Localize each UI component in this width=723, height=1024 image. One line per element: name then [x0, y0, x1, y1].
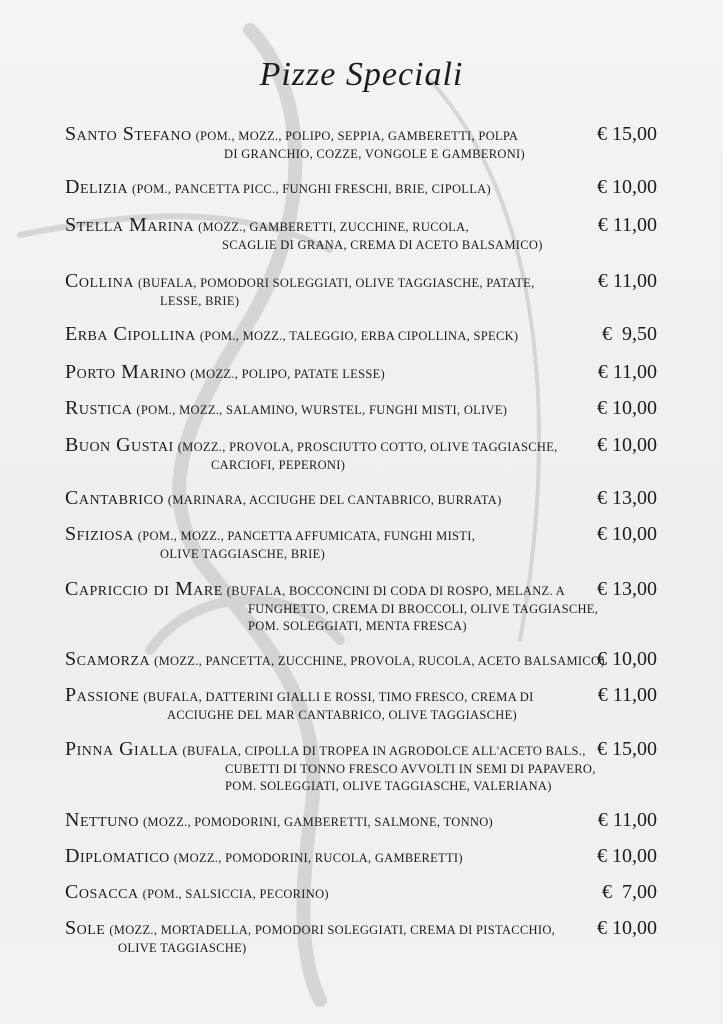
item-name: Cosacca	[65, 881, 139, 903]
item-description-cont: POM. SOLEGGIATI, OLIVE TAGGIASCHE, VALERIANA)	[225, 779, 552, 793]
item-description: (BUFALA, BOCCONCINI DI CODA DI ROSPO, MELANZ. A	[226, 584, 565, 598]
item-name: Porto Marino	[65, 361, 187, 383]
menu-item	[65, 487, 657, 510]
item-name: Capriccio di Mare	[65, 578, 223, 600]
item-price: € 11,00	[597, 684, 657, 706]
item-description-cont: ACCIUGHE DEL MAR CANTABRICO, OLIVE TAGGIASCHE)	[167, 708, 517, 722]
item-description: (MARINARA, ACCIUGHE DEL CANTABRICO, BURRATA)	[167, 493, 502, 507]
item-price: € 9,50	[602, 323, 657, 345]
item-price: € 11,00	[597, 214, 657, 236]
item-name: Erba Cipollina	[65, 323, 196, 345]
item-price: € 13,00	[597, 487, 657, 509]
item-description: (MOZZ., POMODORINI, RUCOLA, GAMBERETTI)	[173, 851, 463, 865]
item-description: (MOZZ., POMODORINI, GAMBERETTI, SALMONE, TONNO)	[142, 815, 494, 829]
item-description-cont: CUBETTI DI TONNO FRESCO AVVOLTI IN SEMI DI PAPAVERO,	[225, 762, 596, 776]
menu-item	[65, 845, 657, 868]
item-description-cont: LESSE, BRIE)	[160, 294, 240, 308]
menu-item	[65, 323, 657, 346]
item-description: (POM., MOZZ., PANCETTA AFFUMICATA, FUNGHI MISTI,	[137, 529, 476, 543]
menu-item	[65, 578, 657, 635]
item-name: Scamorza	[65, 648, 151, 670]
item-name: Santo Stefano	[65, 123, 192, 145]
item-price: € 10,00	[597, 397, 657, 419]
item-name: Sole	[65, 917, 106, 939]
menu-item	[65, 881, 657, 904]
item-name: Delizia	[65, 176, 129, 198]
item-description: (MOZZ., POLIPO, PATATE LESSE)	[190, 367, 386, 381]
item-description-cont: SCAGLIE DI GRANA, CREMA DI ACETO BALSAMICO)	[222, 238, 543, 252]
item-name: Diplomatico	[65, 845, 170, 867]
item-name: Cantabrico	[65, 487, 164, 509]
menu-item	[65, 361, 657, 384]
menu-item	[65, 270, 657, 310]
item-description: (POM., SALSICCIA, PECORINO)	[142, 887, 329, 901]
item-name: Sfiziosa	[65, 523, 134, 545]
item-description: (POM., PANCETTA PICC., FUNGHI FRESCHI, BRIE, CIPOLLA)	[132, 182, 491, 196]
page-title: Pizze Speciali	[259, 56, 464, 93]
item-description-cont: POM. SOLEGGIATI, MENTA FRESCA)	[248, 619, 467, 633]
item-description: (BUFALA, CIPOLLA DI TROPEA IN AGRODOLCE ALL'ACETO BALS.,	[182, 744, 586, 758]
item-description-cont: DI GRANCHIO, COZZE, VONGOLE E GAMBERONI)	[224, 147, 525, 161]
item-name: Stella Marina	[65, 214, 195, 236]
menu-item	[65, 809, 657, 832]
item-description: (MOZZ., PROVOLA, PROSCIUTTO COTTO, OLIVE TAGGIASCHE,	[177, 440, 558, 454]
item-name: Pinna Gialla	[65, 738, 179, 760]
menu-item	[65, 214, 657, 254]
menu-item	[65, 648, 657, 671]
item-description: (POM., MOZZ., POLIPO, SEPPIA, GAMBERETTI, POLPA	[195, 129, 519, 143]
item-price: € 11,00	[597, 809, 657, 831]
item-description: (BUFALA, POMODORI SOLEGGIATI, OLIVE TAGGIASCHE, PATATE,	[137, 276, 535, 290]
item-price: € 15,00	[597, 123, 657, 145]
menu-item	[65, 176, 657, 199]
menu-item	[65, 523, 657, 563]
item-description: (BUFALA, DATTERINI GIALLI E ROSSI, TIMO FRESCO, CREMA DI	[143, 690, 534, 704]
item-description-cont: OLIVE TAGGIASCHE, BRIE)	[160, 547, 326, 561]
item-price: € 11,00	[597, 361, 657, 383]
menu-item	[65, 917, 657, 957]
item-name: Passione	[65, 684, 140, 706]
item-price: € 10,00	[597, 434, 657, 456]
item-description-cont: CARCIOFI, PEPERONI)	[211, 458, 346, 472]
item-description: (MOZZ., MORTADELLA, POMODORI SOLEGGIATI, CREMA DI PISTACCHIO,	[109, 923, 556, 937]
menu-item	[65, 684, 657, 724]
item-price: € 10,00	[597, 523, 657, 545]
menu-item	[65, 434, 657, 474]
item-price: € 10,00	[597, 648, 657, 670]
item-price: € 13,00	[597, 578, 657, 600]
item-description: (MOZZ., GAMBERETTI, ZUCCHINE, RUCOLA,	[198, 220, 469, 234]
item-description-cont: FUNGHETTO, CREMA DI BROCCOLI, OLIVE TAGGIASCHE,	[248, 602, 599, 616]
item-name: Collina	[65, 270, 134, 292]
item-description-cont: OLIVE TAGGIASCHE)	[118, 941, 247, 955]
item-price: € 10,00	[597, 845, 657, 867]
item-price: € 15,00	[597, 738, 657, 760]
item-price: € 10,00	[597, 917, 657, 939]
menu-item	[65, 397, 657, 420]
item-description: (MOZZ., PANCETTA, ZUCCHINE, PROVOLA, RUCOLA, ACETO BALSAMICO)	[154, 654, 605, 668]
item-price: € 11,00	[597, 270, 657, 292]
item-name: Buon Gustai	[65, 434, 174, 456]
item-price: € 10,00	[597, 176, 657, 198]
menu-item	[65, 123, 657, 163]
item-name: Rustica	[65, 397, 133, 419]
menu-item	[65, 738, 657, 795]
item-description: (POM., MOZZ., SALAMINO, WURSTEL, FUNGHI MISTI, OLIVE)	[136, 403, 508, 417]
item-description: (POM., MOZZ., TALEGGIO, ERBA CIPOLLINA, SPECK)	[199, 329, 519, 343]
item-name: Nettuno	[65, 809, 139, 831]
item-price: € 7,00	[602, 881, 657, 903]
